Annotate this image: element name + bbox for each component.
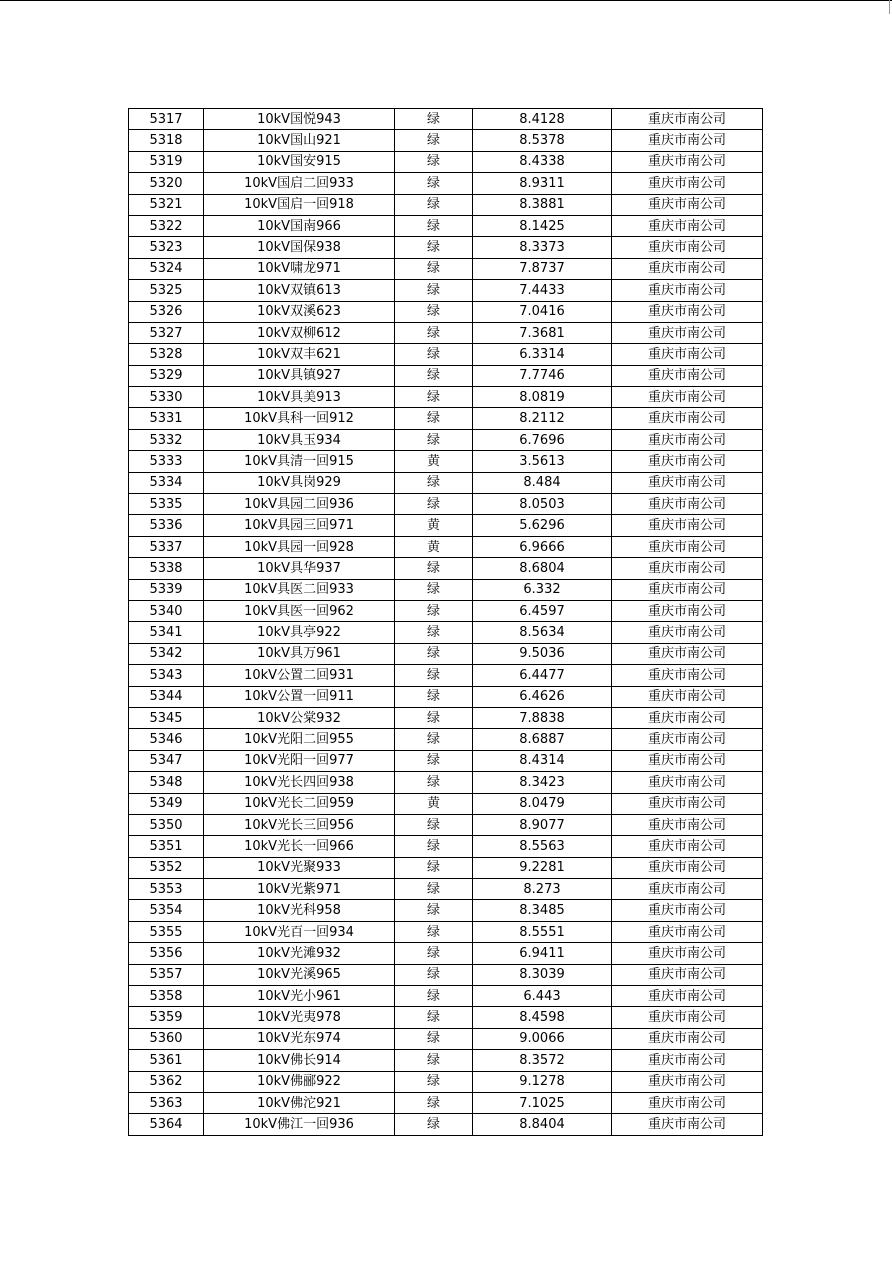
status-color-cell: 绿 — [395, 1092, 473, 1113]
status-color-cell: 绿 — [395, 857, 473, 878]
status-color-cell: 绿 — [395, 707, 473, 728]
value-cell: 8.5378 — [473, 130, 612, 151]
row-number-cell: 5338 — [129, 558, 204, 579]
status-color-cell: 绿 — [395, 900, 473, 921]
company-cell: 重庆市南公司 — [612, 1092, 763, 1113]
company-cell: 重庆市南公司 — [612, 494, 763, 515]
line-name-cell: 10kV具园三回971 — [204, 515, 395, 536]
company-cell: 重庆市南公司 — [612, 408, 763, 429]
company-cell: 重庆市南公司 — [612, 515, 763, 536]
table-row — [129, 344, 763, 365]
table-row — [129, 301, 763, 322]
line-name-cell: 10kV国安915 — [204, 151, 395, 172]
line-name-cell: 10kV具美913 — [204, 387, 395, 408]
table-row — [129, 600, 763, 621]
row-number-cell: 5341 — [129, 622, 204, 643]
value-cell: 9.2281 — [473, 857, 612, 878]
status-color-cell: 绿 — [395, 750, 473, 771]
company-cell: 重庆市南公司 — [612, 1007, 763, 1028]
table-row — [129, 387, 763, 408]
table-row — [129, 1007, 763, 1028]
company-cell: 重庆市南公司 — [612, 151, 763, 172]
status-color-cell: 绿 — [395, 772, 473, 793]
table-row — [129, 707, 763, 728]
table-row — [129, 472, 763, 493]
company-cell: 重庆市南公司 — [612, 900, 763, 921]
table-row — [129, 1092, 763, 1113]
company-cell: 重庆市南公司 — [612, 600, 763, 621]
table-row — [129, 579, 763, 600]
status-color-cell: 绿 — [395, 814, 473, 835]
company-cell: 重庆市南公司 — [612, 814, 763, 835]
company-cell: 重庆市南公司 — [612, 793, 763, 814]
row-number-cell: 5347 — [129, 750, 204, 771]
value-cell: 8.3485 — [473, 900, 612, 921]
row-number-cell: 5363 — [129, 1092, 204, 1113]
row-number-cell: 5331 — [129, 408, 204, 429]
line-name-cell: 10kV光长四回938 — [204, 772, 395, 793]
table-row — [129, 921, 763, 942]
row-number-cell: 5351 — [129, 836, 204, 857]
table-row — [129, 665, 763, 686]
status-color-cell: 黄 — [395, 515, 473, 536]
company-cell: 重庆市南公司 — [612, 622, 763, 643]
table-row — [129, 900, 763, 921]
table-row — [129, 429, 763, 450]
value-cell: 8.5634 — [473, 622, 612, 643]
table-row — [129, 451, 763, 472]
value-cell: 9.5036 — [473, 643, 612, 664]
company-cell: 重庆市南公司 — [612, 986, 763, 1007]
status-color-cell: 绿 — [395, 472, 473, 493]
line-name-cell: 10kV光小961 — [204, 986, 395, 1007]
status-color-cell: 绿 — [395, 344, 473, 365]
row-number-cell: 5319 — [129, 151, 204, 172]
row-number-cell: 5326 — [129, 301, 204, 322]
row-number-cell: 5329 — [129, 365, 204, 386]
value-cell: 8.0479 — [473, 793, 612, 814]
value-cell: 8.3373 — [473, 237, 612, 258]
company-cell: 重庆市南公司 — [612, 707, 763, 728]
status-color-cell: 绿 — [395, 408, 473, 429]
row-number-cell: 5333 — [129, 451, 204, 472]
line-name-cell: 10kV公棠932 — [204, 707, 395, 728]
table-row — [129, 814, 763, 835]
line-name-cell: 10kV国启一回918 — [204, 194, 395, 215]
company-cell: 重庆市南公司 — [612, 964, 763, 985]
line-name-cell: 10kV光阳二回955 — [204, 729, 395, 750]
status-color-cell: 绿 — [395, 686, 473, 707]
company-cell: 重庆市南公司 — [612, 301, 763, 322]
row-number-cell: 5327 — [129, 322, 204, 343]
status-color-cell: 绿 — [395, 558, 473, 579]
value-cell: 8.0503 — [473, 494, 612, 515]
value-cell: 8.484 — [473, 472, 612, 493]
row-number-cell: 5362 — [129, 1071, 204, 1092]
status-color-cell: 绿 — [395, 836, 473, 857]
company-cell: 重庆市南公司 — [612, 429, 763, 450]
status-color-cell: 黄 — [395, 793, 473, 814]
row-number-cell: 5355 — [129, 921, 204, 942]
line-name-cell: 10kV光百一回934 — [204, 921, 395, 942]
row-number-cell: 5359 — [129, 1007, 204, 1028]
company-cell: 重庆市南公司 — [612, 921, 763, 942]
row-number-cell: 5321 — [129, 194, 204, 215]
company-cell: 重庆市南公司 — [612, 322, 763, 343]
status-color-cell: 绿 — [395, 986, 473, 1007]
page-top-border — [0, 0, 892, 1]
status-color-cell: 黄 — [395, 536, 473, 557]
line-name-cell: 10kV国南966 — [204, 215, 395, 236]
value-cell: 7.7746 — [473, 365, 612, 386]
line-name-cell: 10kV光长一回966 — [204, 836, 395, 857]
company-cell: 重庆市南公司 — [612, 536, 763, 557]
status-color-cell: 绿 — [395, 622, 473, 643]
row-number-cell: 5357 — [129, 964, 204, 985]
line-name-cell: 10kV国保938 — [204, 237, 395, 258]
company-cell: 重庆市南公司 — [612, 194, 763, 215]
row-number-cell: 5346 — [129, 729, 204, 750]
value-cell: 8.4314 — [473, 750, 612, 771]
value-cell: 9.1278 — [473, 1071, 612, 1092]
status-color-cell: 绿 — [395, 215, 473, 236]
status-color-cell: 绿 — [395, 365, 473, 386]
row-number-cell: 5360 — [129, 1028, 204, 1049]
feeder-table — [128, 108, 763, 1136]
row-number-cell: 5353 — [129, 879, 204, 900]
table-row — [129, 793, 763, 814]
company-cell: 重庆市南公司 — [612, 579, 763, 600]
company-cell: 重庆市南公司 — [612, 750, 763, 771]
line-name-cell: 10kV光长二回959 — [204, 793, 395, 814]
status-color-cell: 绿 — [395, 301, 473, 322]
table-row — [129, 622, 763, 643]
table-row — [129, 494, 763, 515]
table-row — [129, 322, 763, 343]
company-cell: 重庆市南公司 — [612, 1028, 763, 1049]
row-number-cell: 5323 — [129, 237, 204, 258]
value-cell: 6.7696 — [473, 429, 612, 450]
value-cell: 7.0416 — [473, 301, 612, 322]
value-cell: 8.9311 — [473, 173, 612, 194]
status-color-cell: 绿 — [395, 600, 473, 621]
line-name-cell: 10kV具玉934 — [204, 429, 395, 450]
company-cell: 重庆市南公司 — [612, 451, 763, 472]
line-name-cell: 10kV佛长914 — [204, 1050, 395, 1071]
row-number-cell: 5339 — [129, 579, 204, 600]
line-name-cell: 10kV双镇613 — [204, 280, 395, 301]
table-row — [129, 194, 763, 215]
row-number-cell: 5340 — [129, 600, 204, 621]
table-row — [129, 1050, 763, 1071]
company-cell: 重庆市南公司 — [612, 109, 763, 130]
table-row — [129, 686, 763, 707]
table-row — [129, 130, 763, 151]
row-number-cell: 5345 — [129, 707, 204, 728]
table-row — [129, 857, 763, 878]
line-name-cell: 10kV光阳一回977 — [204, 750, 395, 771]
row-number-cell: 5364 — [129, 1114, 204, 1135]
line-name-cell: 10kV具园二回936 — [204, 494, 395, 515]
table-row — [129, 943, 763, 964]
feeder-table-body — [129, 109, 763, 1136]
value-cell: 8.1425 — [473, 215, 612, 236]
company-cell: 重庆市南公司 — [612, 1071, 763, 1092]
value-cell: 6.9411 — [473, 943, 612, 964]
row-number-cell: 5318 — [129, 130, 204, 151]
company-cell: 重庆市南公司 — [612, 665, 763, 686]
status-color-cell: 绿 — [395, 964, 473, 985]
page-right-border — [889, 0, 890, 14]
company-cell: 重庆市南公司 — [612, 344, 763, 365]
status-color-cell: 绿 — [395, 921, 473, 942]
value-cell: 3.5613 — [473, 451, 612, 472]
value-cell: 6.4626 — [473, 686, 612, 707]
value-cell: 7.4433 — [473, 280, 612, 301]
row-number-cell: 5349 — [129, 793, 204, 814]
row-number-cell: 5317 — [129, 109, 204, 130]
value-cell: 8.3039 — [473, 964, 612, 985]
status-color-cell: 绿 — [395, 729, 473, 750]
line-name-cell: 10kV光科958 — [204, 900, 395, 921]
company-cell: 重庆市南公司 — [612, 215, 763, 236]
table-row — [129, 1028, 763, 1049]
value-cell: 8.5563 — [473, 836, 612, 857]
row-number-cell: 5325 — [129, 280, 204, 301]
line-name-cell: 10kV双丰621 — [204, 344, 395, 365]
table-row — [129, 536, 763, 557]
company-cell: 重庆市南公司 — [612, 643, 763, 664]
line-name-cell: 10kV啸龙971 — [204, 258, 395, 279]
status-color-cell: 黄 — [395, 451, 473, 472]
company-cell: 重庆市南公司 — [612, 1050, 763, 1071]
table-row — [129, 109, 763, 130]
row-number-cell: 5336 — [129, 515, 204, 536]
value-cell: 6.332 — [473, 579, 612, 600]
value-cell: 8.3572 — [473, 1050, 612, 1071]
table-row — [129, 772, 763, 793]
line-name-cell: 10kV光东974 — [204, 1028, 395, 1049]
row-number-cell: 5328 — [129, 344, 204, 365]
company-cell: 重庆市南公司 — [612, 879, 763, 900]
status-color-cell: 绿 — [395, 151, 473, 172]
row-number-cell: 5335 — [129, 494, 204, 515]
row-number-cell: 5354 — [129, 900, 204, 921]
line-name-cell: 10kV具科一回912 — [204, 408, 395, 429]
company-cell: 重庆市南公司 — [612, 173, 763, 194]
company-cell: 重庆市南公司 — [612, 237, 763, 258]
status-color-cell: 绿 — [395, 943, 473, 964]
value-cell: 7.8737 — [473, 258, 612, 279]
row-number-cell: 5344 — [129, 686, 204, 707]
status-color-cell: 绿 — [395, 494, 473, 515]
status-color-cell: 绿 — [395, 237, 473, 258]
company-cell: 重庆市南公司 — [612, 365, 763, 386]
line-name-cell: 10kV国山921 — [204, 130, 395, 151]
status-color-cell: 绿 — [395, 130, 473, 151]
status-color-cell: 绿 — [395, 322, 473, 343]
value-cell: 8.2112 — [473, 408, 612, 429]
row-number-cell: 5343 — [129, 665, 204, 686]
value-cell: 8.3881 — [473, 194, 612, 215]
value-cell: 6.443 — [473, 986, 612, 1007]
company-cell: 重庆市南公司 — [612, 130, 763, 151]
value-cell: 8.6887 — [473, 729, 612, 750]
status-color-cell: 绿 — [395, 579, 473, 600]
status-color-cell: 绿 — [395, 1050, 473, 1071]
line-name-cell: 10kV光紫971 — [204, 879, 395, 900]
value-cell: 8.4128 — [473, 109, 612, 130]
company-cell: 重庆市南公司 — [612, 772, 763, 793]
line-name-cell: 10kV光滩932 — [204, 943, 395, 964]
table-row — [129, 750, 763, 771]
value-cell: 6.4477 — [473, 665, 612, 686]
table-row — [129, 1071, 763, 1092]
row-number-cell: 5337 — [129, 536, 204, 557]
status-color-cell: 绿 — [395, 1071, 473, 1092]
line-name-cell: 10kV光溪965 — [204, 964, 395, 985]
value-cell: 6.9666 — [473, 536, 612, 557]
line-name-cell: 10kV光长三回956 — [204, 814, 395, 835]
table-row — [129, 151, 763, 172]
table-row — [129, 836, 763, 857]
status-color-cell: 绿 — [395, 258, 473, 279]
value-cell: 9.0066 — [473, 1028, 612, 1049]
status-color-cell: 绿 — [395, 1028, 473, 1049]
table-row — [129, 879, 763, 900]
table-row — [129, 237, 763, 258]
line-name-cell: 10kV国悦943 — [204, 109, 395, 130]
line-name-cell: 10kV具亭922 — [204, 622, 395, 643]
value-cell: 6.4597 — [473, 600, 612, 621]
status-color-cell: 绿 — [395, 429, 473, 450]
row-number-cell: 5358 — [129, 986, 204, 1007]
row-number-cell: 5320 — [129, 173, 204, 194]
company-cell: 重庆市南公司 — [612, 558, 763, 579]
status-color-cell: 绿 — [395, 879, 473, 900]
line-name-cell: 10kV具万961 — [204, 643, 395, 664]
line-name-cell: 10kV具镇927 — [204, 365, 395, 386]
status-color-cell: 绿 — [395, 1007, 473, 1028]
value-cell: 8.5551 — [473, 921, 612, 942]
value-cell: 7.3681 — [473, 322, 612, 343]
table-row — [129, 1114, 763, 1135]
line-name-cell: 10kV佛沱921 — [204, 1092, 395, 1113]
value-cell: 6.3314 — [473, 344, 612, 365]
company-cell: 重庆市南公司 — [612, 943, 763, 964]
row-number-cell: 5324 — [129, 258, 204, 279]
line-name-cell: 10kV佛郦922 — [204, 1071, 395, 1092]
value-cell: 8.8404 — [473, 1114, 612, 1135]
line-name-cell: 10kV具岗929 — [204, 472, 395, 493]
status-color-cell: 绿 — [395, 665, 473, 686]
line-name-cell: 10kV具园一回928 — [204, 536, 395, 557]
company-cell: 重庆市南公司 — [612, 857, 763, 878]
row-number-cell: 5352 — [129, 857, 204, 878]
table-row — [129, 558, 763, 579]
line-name-cell: 10kV具华937 — [204, 558, 395, 579]
value-cell: 8.3423 — [473, 772, 612, 793]
status-color-cell: 绿 — [395, 643, 473, 664]
line-name-cell: 10kV具清一回915 — [204, 451, 395, 472]
line-name-cell: 10kV佛江一回936 — [204, 1114, 395, 1135]
company-cell: 重庆市南公司 — [612, 836, 763, 857]
table-row — [129, 408, 763, 429]
value-cell: 8.9077 — [473, 814, 612, 835]
table-row — [129, 643, 763, 664]
line-name-cell: 10kV具医一回962 — [204, 600, 395, 621]
status-color-cell: 绿 — [395, 387, 473, 408]
company-cell: 重庆市南公司 — [612, 258, 763, 279]
status-color-cell: 绿 — [395, 280, 473, 301]
row-number-cell: 5356 — [129, 943, 204, 964]
value-cell: 5.6296 — [473, 515, 612, 536]
status-color-cell: 绿 — [395, 194, 473, 215]
table-row — [129, 729, 763, 750]
row-number-cell: 5334 — [129, 472, 204, 493]
company-cell: 重庆市南公司 — [612, 686, 763, 707]
value-cell: 8.0819 — [473, 387, 612, 408]
value-cell: 8.273 — [473, 879, 612, 900]
company-cell: 重庆市南公司 — [612, 472, 763, 493]
value-cell: 8.6804 — [473, 558, 612, 579]
table-row — [129, 986, 763, 1007]
row-number-cell: 5332 — [129, 429, 204, 450]
line-name-cell: 10kV国启二回933 — [204, 173, 395, 194]
table-row — [129, 215, 763, 236]
row-number-cell: 5330 — [129, 387, 204, 408]
line-name-cell: 10kV双溪623 — [204, 301, 395, 322]
status-color-cell: 绿 — [395, 173, 473, 194]
status-color-cell: 绿 — [395, 109, 473, 130]
company-cell: 重庆市南公司 — [612, 1114, 763, 1135]
company-cell: 重庆市南公司 — [612, 387, 763, 408]
table-row — [129, 280, 763, 301]
company-cell: 重庆市南公司 — [612, 280, 763, 301]
table-row — [129, 515, 763, 536]
table-row — [129, 964, 763, 985]
row-number-cell: 5350 — [129, 814, 204, 835]
value-cell: 7.1025 — [473, 1092, 612, 1113]
line-name-cell: 10kV光夷978 — [204, 1007, 395, 1028]
row-number-cell: 5361 — [129, 1050, 204, 1071]
line-name-cell: 10kV公置一回911 — [204, 686, 395, 707]
line-name-cell: 10kV光聚933 — [204, 857, 395, 878]
company-cell: 重庆市南公司 — [612, 729, 763, 750]
row-number-cell: 5322 — [129, 215, 204, 236]
line-name-cell: 10kV具医二回933 — [204, 579, 395, 600]
value-cell: 7.8838 — [473, 707, 612, 728]
table-row — [129, 173, 763, 194]
value-cell: 8.4338 — [473, 151, 612, 172]
row-number-cell: 5342 — [129, 643, 204, 664]
table-row — [129, 365, 763, 386]
row-number-cell: 5348 — [129, 772, 204, 793]
value-cell: 8.4598 — [473, 1007, 612, 1028]
table-row — [129, 258, 763, 279]
line-name-cell: 10kV公置二回931 — [204, 665, 395, 686]
line-name-cell: 10kV双柳612 — [204, 322, 395, 343]
status-color-cell: 绿 — [395, 1114, 473, 1135]
